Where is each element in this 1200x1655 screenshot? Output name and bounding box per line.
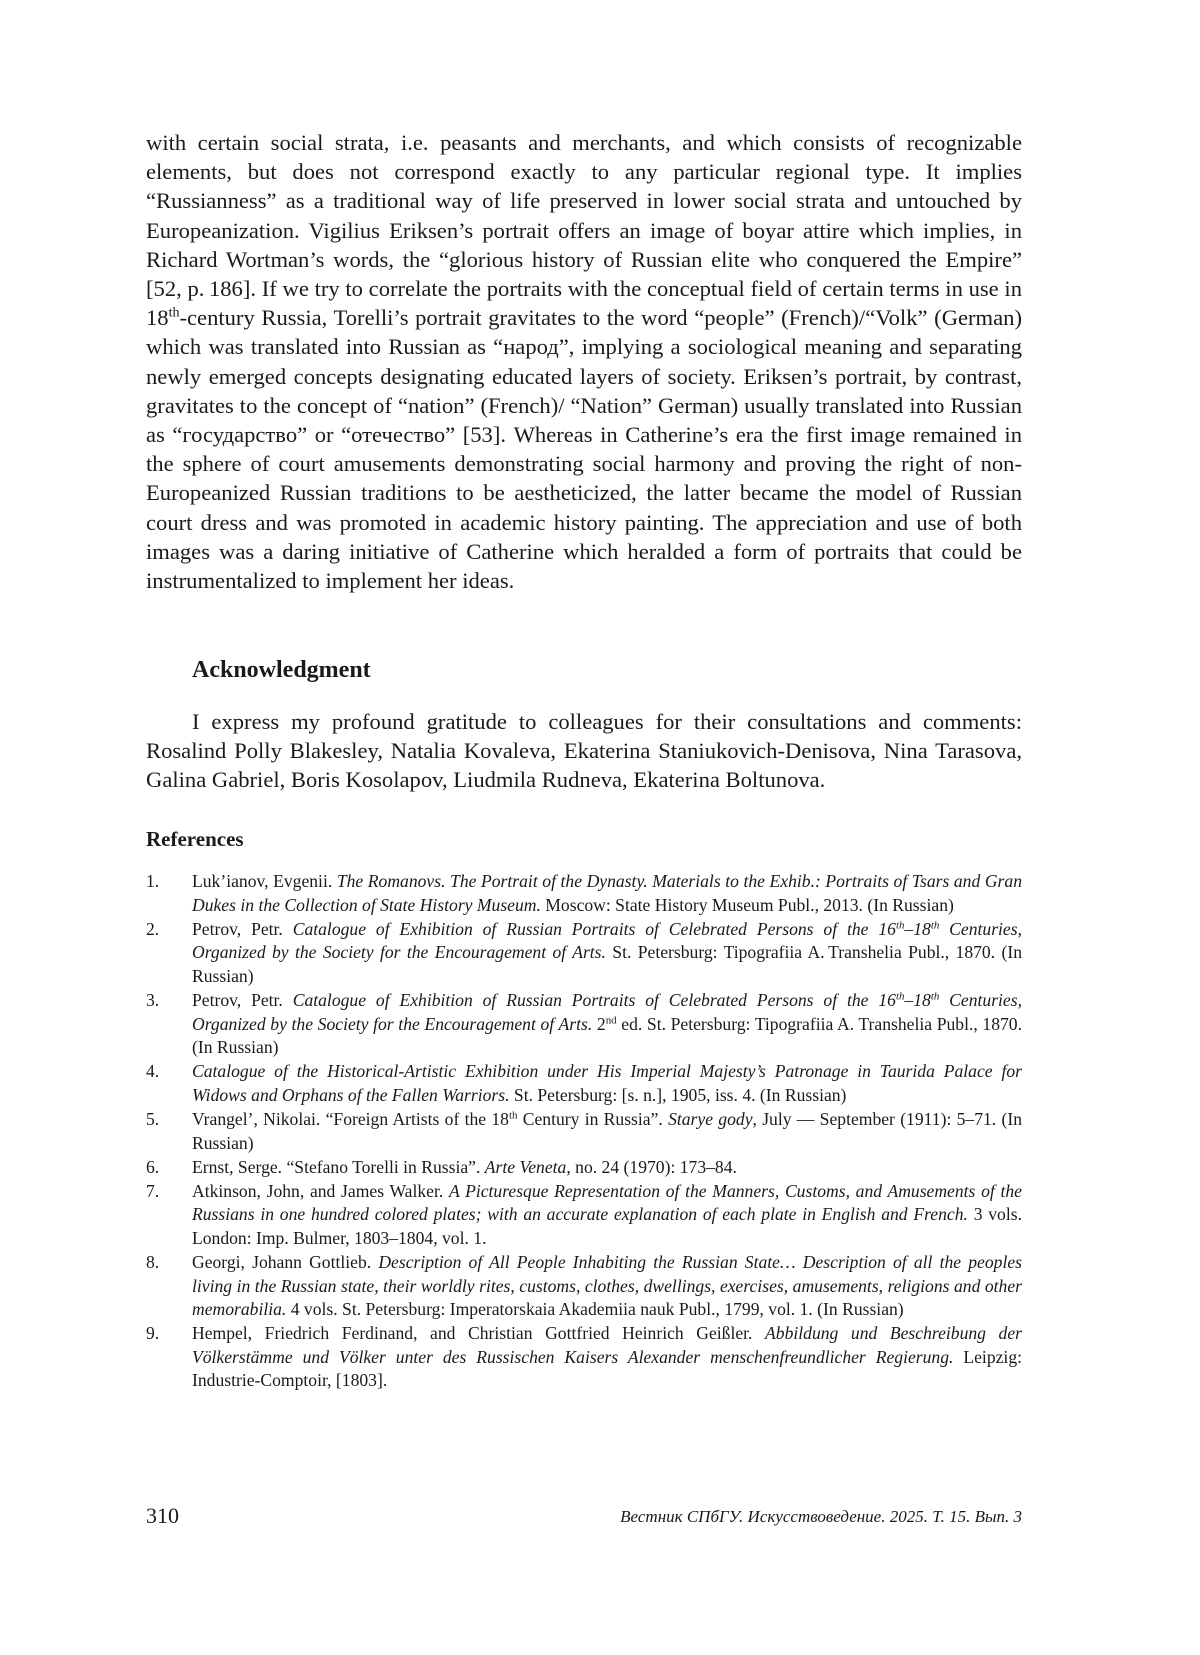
reference-item xyxy=(146,1251,1022,1322)
page-number: 310 xyxy=(146,1503,179,1528)
reference-number: 5. xyxy=(146,1108,160,1129)
reference-item xyxy=(146,870,1022,917)
reference-number: 3. xyxy=(146,989,160,1010)
reference-number: 8. xyxy=(146,1252,160,1272)
reference-number: 1. xyxy=(146,871,160,891)
reference-text: Luk’ianov, Evgenii. The Romanovs. The Portrait of the Dynasty. Materials to the Exhib.: Portraits of Tsars and Gran Dukes in the Collection of State History Museum. Moscow: State History Museum Publ., 2013. (In Russian) xyxy=(192,871,1022,915)
body-paragraph: with certain social strata, i.e. peasants and merchants, and which consists of recognizable elements, but does not correspond exactly to any particular regional type. It implies “Russianness” as a traditional way of life preserved in lower social strata and untouched by Europeanization. Vigilius Eriksen’s portrait offers an image of boyar attire which implies, in Richard Wortman’s words, the “glorious history of Russian elite who conquered the Empire” [52, p. 186]. If we try to correlate the portraits with the conceptual field of certain terms in use in 18th-century Russia, Torelli’s portrait gravitates to the word “people” (French)/“Volk” (German) which was translated into Russian as “народ”, implying a sociological meaning and separating newly emerged concepts designating educated layers of society. Eriksen’s portrait, by contrast, gravitates to the concept of “nation” (French)/ “Nation” German) usually translated into Russian as “государство” or “отечество” [53]. Whereas in Catherine’s era the first image remained in the sphere of court amusements demonstrating social harmony and proving the right of non-Europeanized Russian traditions to be aestheticized, the latter became the model of Russian court dress and was promoted in academic history painting. The appreciation and use of both images was a daring initiative of Catherine which heralded a form of portraits that could be instrumentalized to implement her ideas. xyxy=(146,130,1022,594)
reference-item xyxy=(146,1180,1022,1251)
journal-running-footer: Вестник СПбГУ. Искусствоведение. 2025. Т. 15. Вып. 3 xyxy=(620,1507,1022,1526)
acknowledgment-heading: Acknowledgment xyxy=(192,657,371,683)
reference-number: 9. xyxy=(146,1323,160,1344)
reference-item xyxy=(146,1108,1022,1155)
reference-item xyxy=(146,1060,1022,1107)
reference-text: Atkinson, John, and James Walker. A Picturesque Representation of the Manners, Customs, and Amusements of the Russians in one hundred colored plates; with an accurate explanation of each plate in English and French. 3 vols. London: Imp. Bulmer, 1803–1804, vol. 1. xyxy=(192,1180,1022,1248)
reference-number: 2. xyxy=(146,918,160,939)
reference-text: Petrov, Petr. Catalogue of Exhibition of Russian Portraits of Celebrated Persons of the 16th–18th Centuries, Organized by the Society for the Encouragement of Arts. 2nd ed. St. Petersburg: Tipografiia A. Transhelia Publ., 1870. (In Russian) xyxy=(192,989,1022,1058)
reference-number: 4. xyxy=(146,1061,160,1082)
reference-text: Petrov, Petr. Catalogue of Exhibition of Russian Portraits of Celebrated Persons of the 16th–18th Centuries, Organized by the Society for the Encouragement of Arts. St. Petersburg: Tipografiia A. Transhelia Publ., 1870. (In Russian) xyxy=(192,918,1023,986)
reference-number: 6. xyxy=(146,1156,160,1177)
acknowledgment-text: I express my profound gratitude to colleagues for their consultations and comments: Rosalind Polly Blakesley, Natalia Kovaleva, Ekaterina Staniukovich-Denisova, Nina Tarasova, Galina Gabriel, Boris Kosolapov, Liudmila Rudneva, Ekaterina Boltunova. xyxy=(146,709,1022,793)
references-list xyxy=(146,870,1022,1394)
reference-item xyxy=(146,1322,1022,1393)
reference-number: 7. xyxy=(146,1180,160,1201)
reference-item xyxy=(146,989,1022,1060)
reference-text: Georgi, Johann Gottlieb. Description of All People Inhabiting the Russian State… Description of all the peoples living in the Russian state, their worldly rites, customs, clothes, dwellings, exercises, amusements, religions and other memorabilia. 4 vols. St. Petersburg: Imperatorskaia Akademiia nauk Publ., 1799, vol. 1. (In Russian) xyxy=(192,1252,1022,1320)
reference-text: Hempel, Friedrich Ferdinand, and Christian Gottfried Heinrich Geißler. Abbildung und Beschreibung der Völkerstämme und Völker unter des Russischen Kaisers Alexander menschenfreundlicher Regierung. Leipzig: Industrie-Comptoir, [1803]. xyxy=(192,1323,1022,1391)
reference-item xyxy=(146,918,1022,989)
reference-text: Catalogue of the Historical-Artistic Exhibition under His Imperial Majesty’s Patronage in Taurida Palace for Widows and Orphans of the Fallen Warriors. St. Petersburg: [s. n.], 1905, iss. 4. (In Russian) xyxy=(192,1061,1022,1105)
reference-text: Ernst, Serge. “Stefano Torelli in Russia”. Arte Veneta, no. 24 (1970): 173–84. xyxy=(192,1156,737,1177)
body-text xyxy=(146,128,1022,595)
reference-item xyxy=(146,1156,1022,1180)
reference-text: Vrangel’, Nikolai. “Foreign Artists of the 18th Century in Russia”. Starye gody, July — September (1911): 5–71. (In Russian) xyxy=(192,1108,1022,1153)
references-heading: References xyxy=(146,827,244,851)
